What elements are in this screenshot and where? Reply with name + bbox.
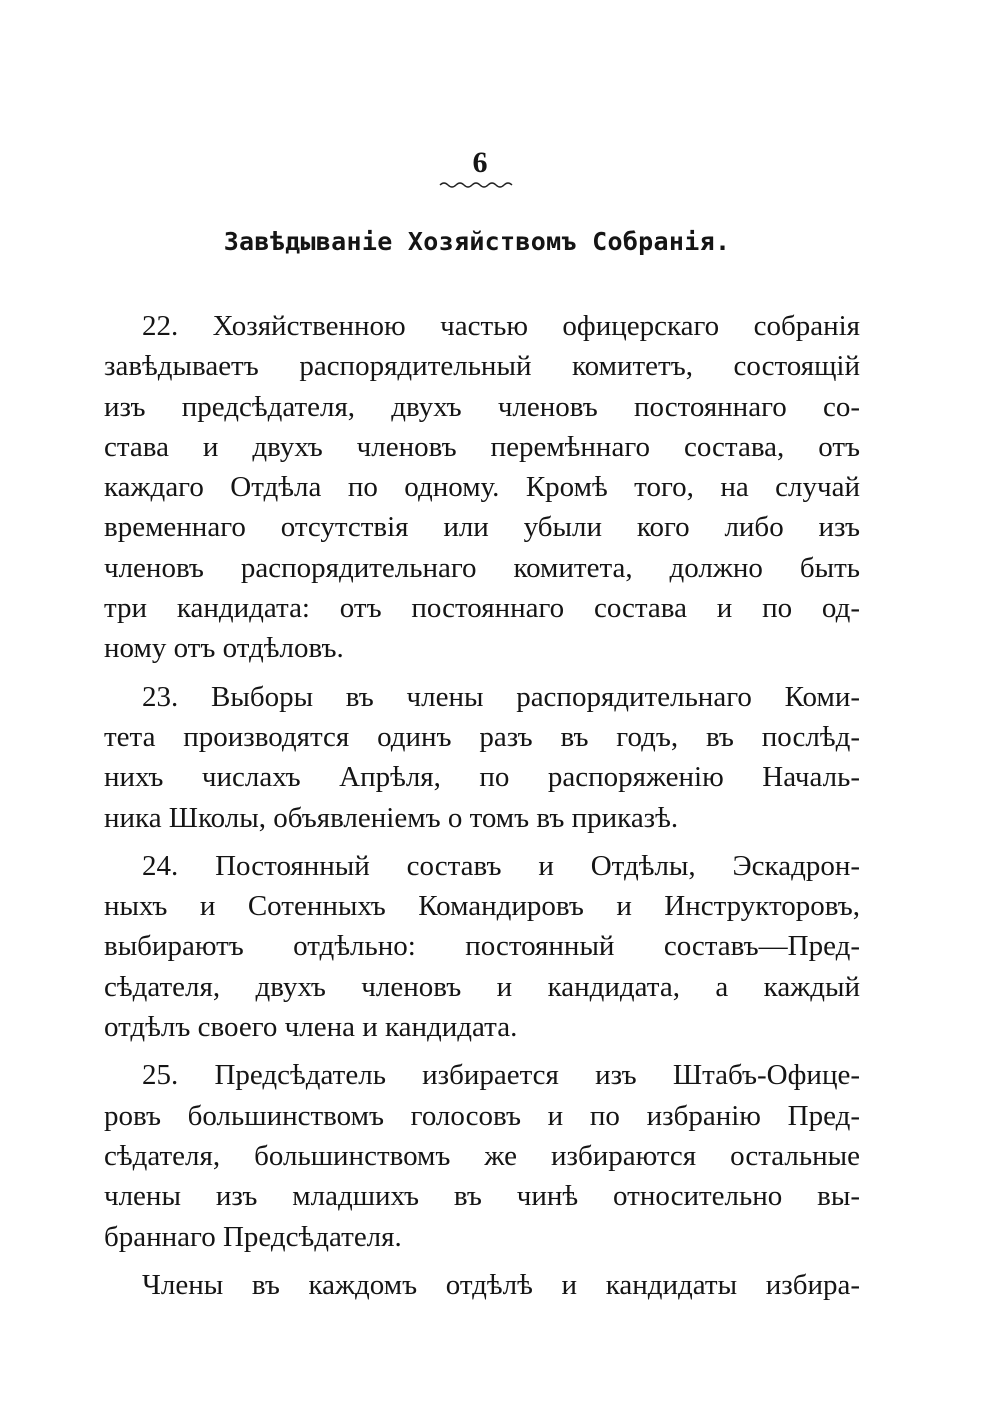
text-line: три кандидата: отъ постояннаго состава и по од- [104,592,860,625]
text-line: ныхъ и Сотенныхъ Командировъ и Инструкторовъ, [104,890,860,923]
section-heading: Завѣдываніе Хозяйствомъ Собранія. [223,227,731,256]
paragraph-members [104,1265,860,1305]
text-line: става и двухъ членовъ перемѣннаго состава, отъ [104,430,860,463]
text-line: 25. Предсѣдатель избирается изъ Штабъ-Офице- [142,1059,860,1092]
text-line: членовъ распорядительнаго комитета, должно быть [104,551,860,584]
text-line: 24. Постоянный составъ и Отдѣлы, Эскадрон- [142,849,860,882]
paragraph-23 [104,677,860,838]
text-line: браннаго Предсѣдателя. [104,1220,402,1253]
paragraph-22 [104,306,860,669]
text-line: ному отъ отдѣловъ. [104,632,344,665]
text-line: члены изъ младшихъ въ чинѣ относительно вы- [104,1180,860,1213]
text-line: Члены въ каждомъ отдѣлѣ и кандидаты избира- [142,1268,860,1301]
text-line: отдѣлъ своего члена и кандидата. [104,1011,518,1044]
text-line: сѣдателя, большинствомъ же избираются остальные [104,1139,860,1172]
page-number: 6 [472,146,488,179]
text-line: завѣдываетъ распорядительный комитетъ, состоящій [104,350,860,383]
paragraph-25 [104,1055,860,1256]
text-line: каждаго Отдѣла по одному. Кромѣ того, на случай [104,471,860,504]
text-line: выбираютъ отдѣльно: постоянный составъ—Пред- [104,930,860,963]
text-line: ровъ большинствомъ голосовъ и по избранію Пред- [104,1099,860,1132]
text-line: изъ предсѣдателя, двухъ членовъ постояннаго со- [104,390,860,423]
text-line: тета производятся одинъ разъ въ годъ, въ послѣд- [104,720,860,753]
paragraph-24 [104,846,860,1047]
wavy-ornament [438,180,518,190]
text-line: ника Школы, объявленіемъ о томъ въ приказѣ. [104,801,679,834]
text-line: 23. Выборы въ члены распорядительнаго Коми- [142,680,860,713]
text-line: сѣдателя, двухъ членовъ и кандидата, а каждый [104,970,860,1003]
text-line: временнаго отсутствія или убыли кого либо изъ [104,511,860,544]
text-line: 22. Хозяйственною частью офицерскаго собранія [142,310,860,342]
text-line: нихъ числахъ Апрѣля, по распоряженію Началь- [104,761,860,794]
text-body [104,306,860,1313]
